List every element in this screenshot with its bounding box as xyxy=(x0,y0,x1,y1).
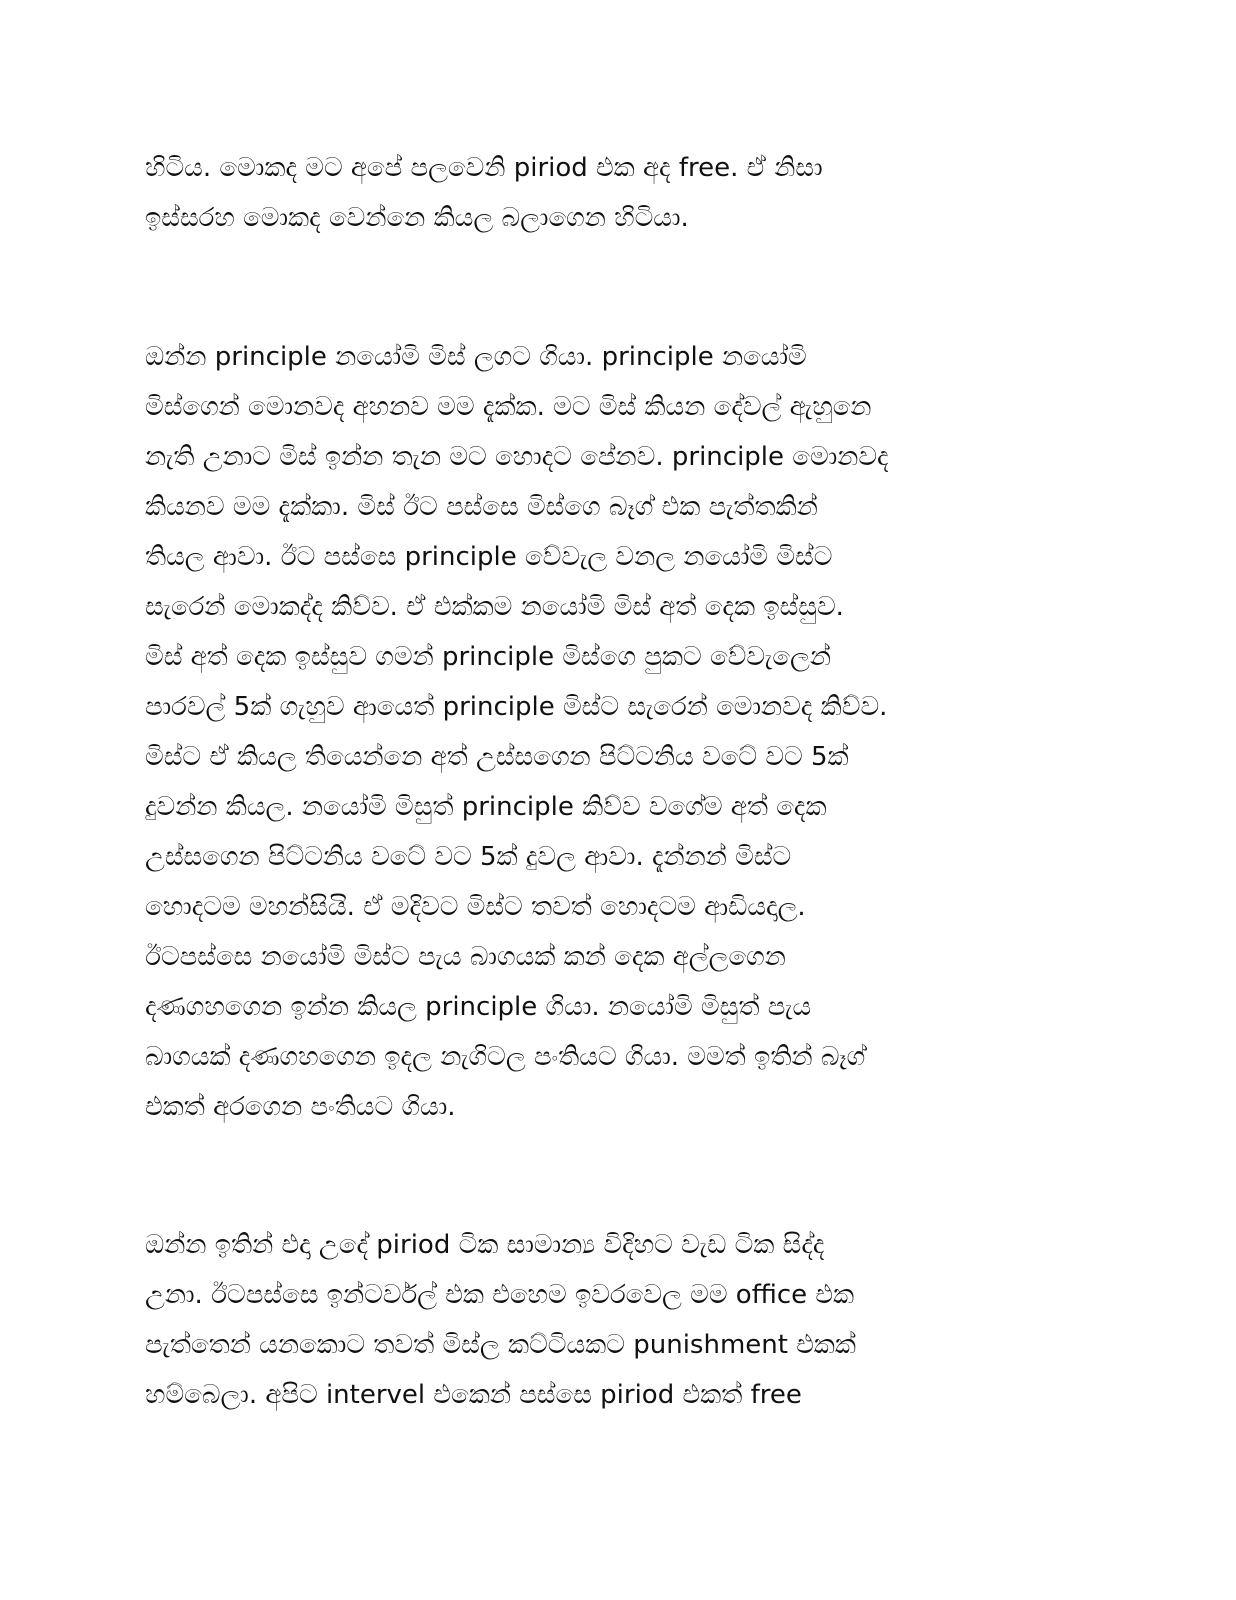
paragraph-1 xyxy=(145,143,1105,243)
text-line: බාගයක් දණගහගෙන ඉදල නැගිටල පංතියට ගියා. මමත් ඉතින් බෑග් xyxy=(145,1042,866,1072)
text-line: ඔන්න principle නයෝමි මිස් ලගට ගියා. principle නයෝමි xyxy=(145,342,807,372)
text-line: මිස්ට ඒ කියල තියෙන්නෙ අත් උස්සගෙන පිට්ටනිය වටේ වට 5ක් xyxy=(145,742,849,772)
text-line: සැරෙන් මොකද්ද කිව්ව. ඒ එක්කම නයෝමි මිස් අත් දෙක ඉස්සුව. xyxy=(145,592,844,622)
text-line: ඔන්න ඉතින් එදා උදේ piriod ටික සාමාන්‍ය විදිහට වැඩ ටික සිද්ද xyxy=(145,1230,825,1260)
text-line: මිස්ගෙන් මොනවද අහනව මම දැක්ක. මට මිස් කියන දේවල් ඇහුනෙ xyxy=(145,392,872,422)
text-line: ඉස්සරහ මොකද වෙන්නෙ කියල බලාගෙන හිටියා. xyxy=(145,203,689,233)
paragraph-2 xyxy=(145,332,1105,1132)
paragraph-3 xyxy=(145,1220,1105,1420)
text-line: දණගහගෙන ඉන්න කියල principle ගියා. නයෝමි මිසුත් පැය xyxy=(145,992,812,1022)
text-line: පාරවල් 5ක් ගැහුව ආයෙත් principle මිස්ට සැරෙන් මොනවද කිව්ව. xyxy=(145,692,888,722)
text-line: හම්බෙලා. අපිට intervel එකෙන් පස්සෙ piriod එකත් free xyxy=(145,1380,802,1410)
text-line: හොදටම මහන්සියි. ඒ මදිවට මිස්ට තවත් හොදටම ආඩියදාල. xyxy=(145,892,806,922)
text-line: එකත් අරගෙන පංතියට ගියා. xyxy=(145,1092,456,1122)
text-line: හිටිය. මොකද මට අපේ පලවෙනි piriod එක අද free. ඒ නිසා xyxy=(145,153,823,183)
text-line: දුවන්න කියල. නයෝමි මිසුත් principle කිව්ව වගේම අත් දෙක xyxy=(145,792,827,822)
text-line: කියනව මම දැක්කා. මිස් ඊට පස්සෙ මිස්ගෙ බෑග් එක පැත්තකින් xyxy=(145,492,818,522)
text-line: ඊටපස්සෙ නයෝමි මිස්ට පැය බාගයක් කන් දෙක අල්ලගෙන xyxy=(145,942,786,972)
text-line: උස්සගෙන පිට්ටනිය වටේ වට 5ක් දුවල ආවා. දැන්නන් මිස්ට xyxy=(145,842,792,872)
text-line: උනා. ඊටපස්සෙ ඉන්ටර්වල් එක එහෙම ඉවරවෙල මම office එක xyxy=(145,1280,855,1310)
text-line: පැත්තෙන් යනකොට තවත් මිස්ල කට්ටියකට punishment එකක් xyxy=(145,1330,857,1360)
text-line: නැති උනාට මිස් ඉන්න තැන මට හොදට පේනව. principle මොනවද xyxy=(145,442,889,472)
text-line: මිස් අත් දෙක ඉස්සුව ගමන් principle මිස්ගෙ පුකට වේවැලෙන් xyxy=(145,642,831,672)
text-line: තියල ආවා. ඊට පස්සෙ principle වේවැල වනල නයෝමි මිස්ට xyxy=(145,542,833,572)
